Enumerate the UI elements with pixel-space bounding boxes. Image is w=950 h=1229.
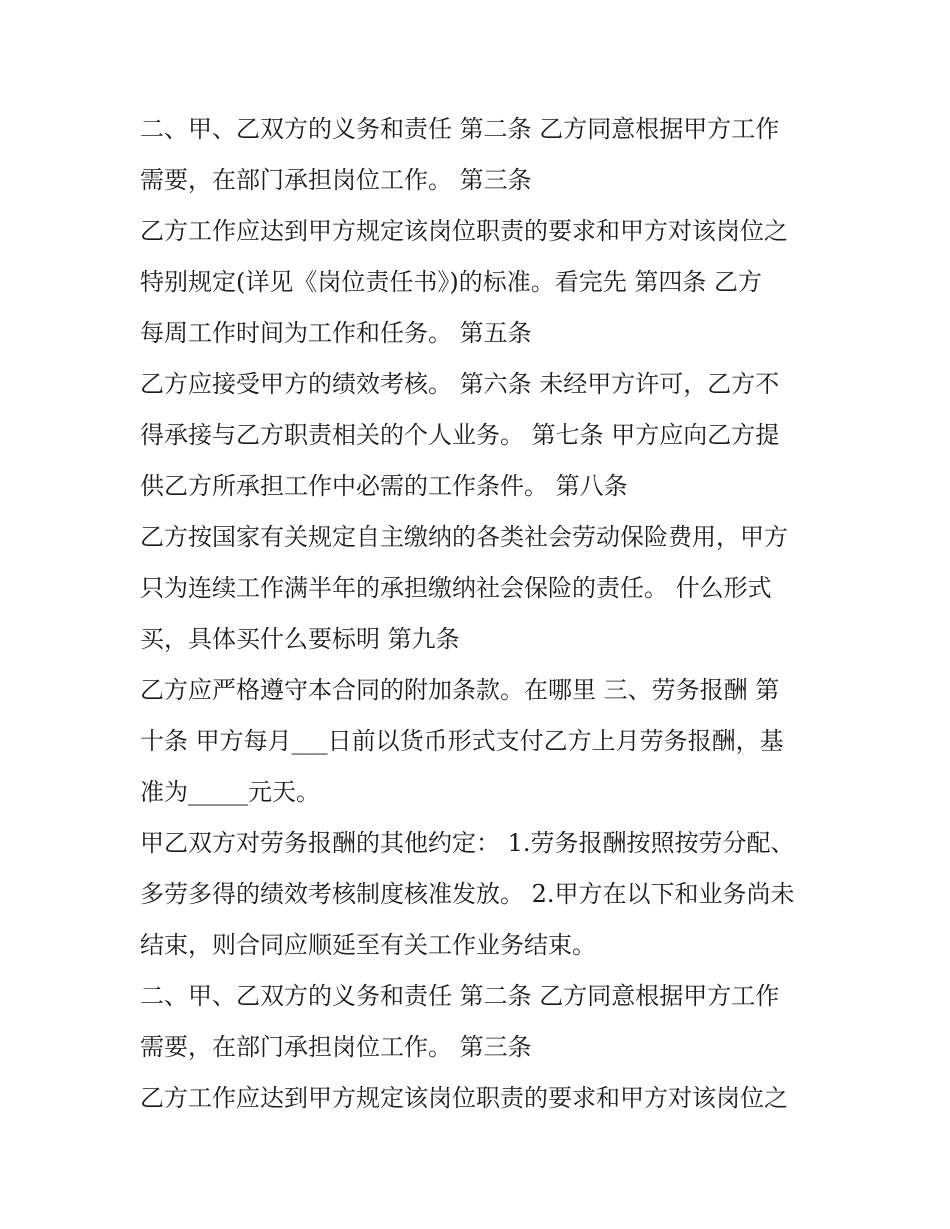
text-line-4: 特别规定(详见《岗位责任书》)的标准。看完先 第四条 乙方 xyxy=(140,268,762,296)
contract-text-body xyxy=(140,104,820,1124)
text-line-8: 供乙方所承担工作中必需的工作条件。 第八条 xyxy=(140,472,628,500)
text-line-2: 需要，在部门承担岗位工作。 第三条 xyxy=(140,166,532,194)
text-line-5: 每周工作时间为工作和任务。 第五条 xyxy=(140,319,532,347)
text-line-7: 得承接与乙方职责相关的个人业务。 第七条 甲方应向乙方提 xyxy=(140,421,780,449)
text-line-19: 需要，在部门承担岗位工作。 第三条 xyxy=(140,1033,532,1061)
text-line-11: 买，具体买什么要标明 第九条 xyxy=(140,625,460,653)
text-line-13: 十条 甲方每月___日前以货币形式支付乙方上月劳务报酬，基 xyxy=(140,727,784,755)
text-line-10: 只为连续工作满半年的承担缴纳社会保险的责任。 什么形式 xyxy=(140,574,772,602)
text-line-12: 乙方应严格遵守本合同的附加条款。在哪里 三、劳务报酬 第 xyxy=(140,676,780,704)
text-line-9: 乙方按国家有关规定自主缴纳的各类社会劳动保险费用，甲方 xyxy=(140,523,788,551)
text-line-6: 乙方应接受甲方的绩效考核。 第六条 未经甲方许可，乙方不 xyxy=(140,370,780,398)
text-line-20: 乙方工作应达到甲方规定该岗位职责的要求和甲方对该岗位之 xyxy=(140,1084,788,1112)
text-line-17: 结束，则合同应顺延至有关工作业务结束。 xyxy=(140,931,596,959)
text-line-14: 准为_____元天。 xyxy=(140,778,320,806)
text-line-3: 乙方工作应达到甲方规定该岗位职责的要求和甲方对该岗位之 xyxy=(140,217,788,245)
text-line-18: 二、甲、乙双方的义务和责任 第二条 乙方同意根据甲方工作 xyxy=(140,982,780,1010)
text-line-15: 甲乙双方对劳务报酬的其他约定： 1.劳务报酬按照按劳分配、 xyxy=(140,829,795,857)
text-line-1: 二、甲、乙双方的义务和责任 第二条 乙方同意根据甲方工作 xyxy=(140,115,780,143)
text-line-16: 多劳多得的绩效考核制度核准发放。 2.甲方在以下和业务尚未 xyxy=(140,880,795,908)
